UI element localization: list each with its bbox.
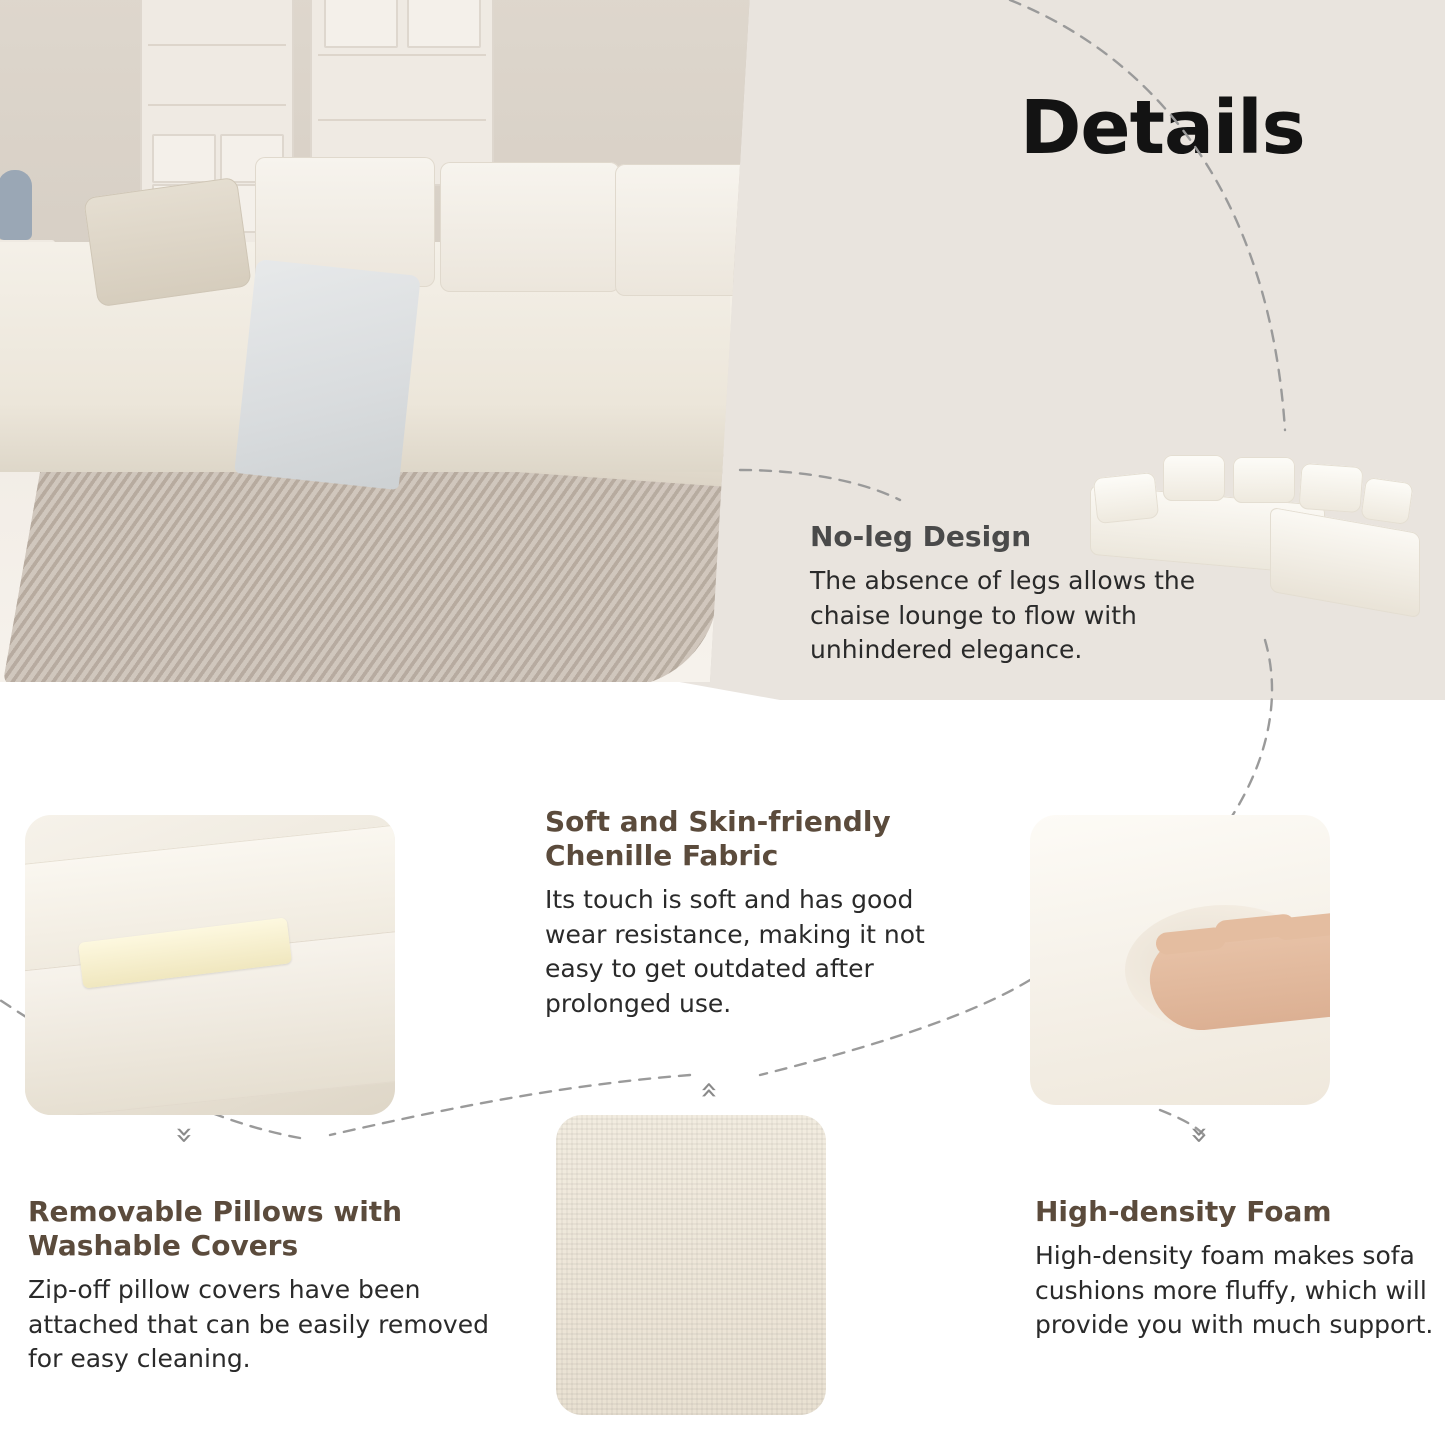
feature-high-density-foam bbox=[1035, 1195, 1435, 1343]
feature-body-foam: High-density foam makes sofa cushions more fluffy, which will provide you with much support. bbox=[1035, 1241, 1434, 1340]
page-title: Details bbox=[1020, 85, 1305, 171]
chevron-down-icon-left: » bbox=[167, 1125, 203, 1145]
chenille-fabric-swatch bbox=[556, 1115, 826, 1415]
back-cushion-2 bbox=[440, 162, 620, 292]
accent-pillow bbox=[83, 177, 252, 308]
thumbnail-pillow-1 bbox=[1093, 472, 1159, 524]
feature-chenille-fabric bbox=[545, 805, 965, 1021]
decor-figurine bbox=[0, 170, 32, 240]
thumbnail-pillow-2 bbox=[1163, 455, 1225, 501]
feature-removable-pillows bbox=[28, 1195, 498, 1377]
feature-body-pillows: Zip-off pillow covers have been attached that can be easily removed for easy cleaning. bbox=[28, 1275, 489, 1374]
feature-body-no-leg: The absence of legs allows the chaise lounge to flow with unhindered elegance. bbox=[810, 566, 1196, 665]
throw-blanket bbox=[234, 259, 421, 490]
living-room-sofa-photo bbox=[0, 0, 790, 682]
hand bbox=[1146, 920, 1330, 1035]
feature-title-pillows: Removable Pillows with Washable Covers bbox=[28, 1195, 403, 1263]
feature-title-foam: High-density Foam bbox=[1035, 1195, 1332, 1228]
hand-pressing-foam-cushion bbox=[1030, 815, 1330, 1105]
thumbnail-pillow-4 bbox=[1298, 463, 1363, 513]
pillow-zipper-closeup bbox=[25, 815, 395, 1115]
thumbnail-pillow-3 bbox=[1233, 457, 1295, 503]
feature-no-leg-design bbox=[810, 520, 1230, 668]
feature-title-no-leg: No-leg Design bbox=[810, 520, 1032, 553]
feature-title-chenille: Soft and Skin-friendly Chenille Fabric bbox=[545, 805, 891, 873]
thumbnail-pillow-5 bbox=[1360, 477, 1413, 525]
chevron-up-icon: « bbox=[692, 1080, 728, 1100]
feature-body-chenille: Its touch is soft and has good wear resistance, making it not easy to get outdated after prolonged use. bbox=[545, 885, 925, 1018]
chevron-down-icon-right: » bbox=[1182, 1125, 1218, 1145]
